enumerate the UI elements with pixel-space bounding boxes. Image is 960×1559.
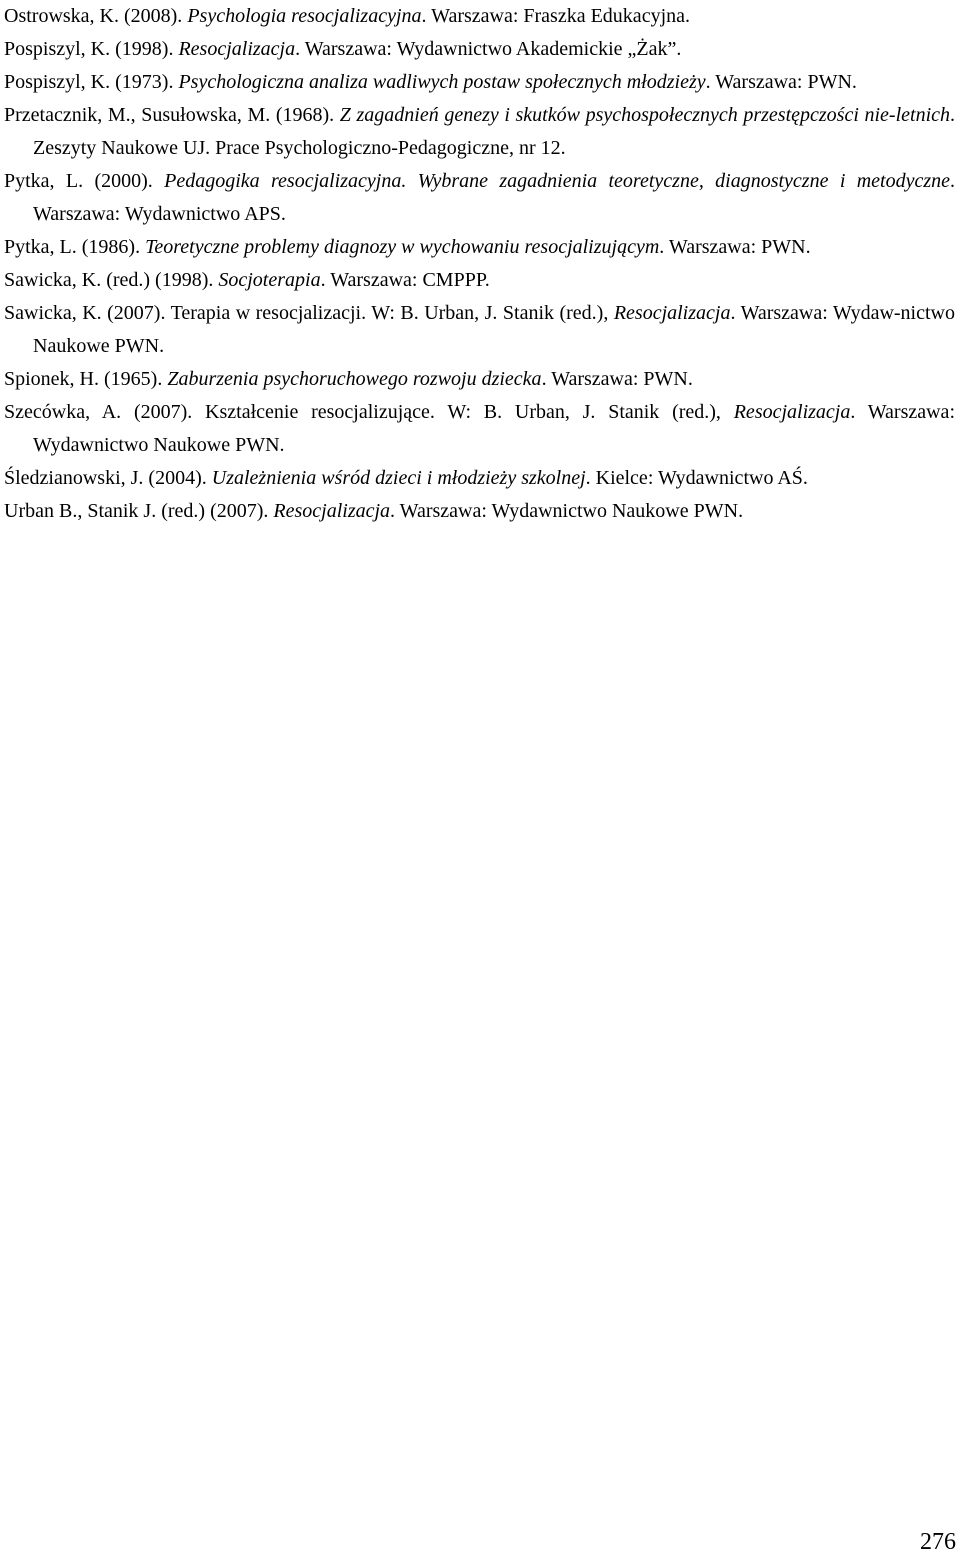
reference-item <box>4 66 955 99</box>
ref-text: Śledzianowski, J. (2004). <box>4 467 212 489</box>
ref-text: . Warszawa: Fraszka Edukacyjna. <box>421 5 690 27</box>
ref-text: Sawicka, K. (2007). Terapia w resocjalizacji. W: B. Urban, J. Stanik (red.), <box>4 302 614 324</box>
reference-item <box>4 363 955 396</box>
reference-item <box>4 165 955 231</box>
ref-text: Sawicka, K. (red.) (1998). <box>4 269 219 291</box>
ref-title: Resocjalizacja <box>733 401 851 423</box>
reference-item <box>4 0 955 33</box>
ref-text: . Warszawa: CMPPP. <box>320 269 490 291</box>
ref-text: . Warszawa: PWN. <box>705 71 857 93</box>
ref-text: Pospiszyl, K. (1998). <box>4 38 179 60</box>
reference-item <box>4 33 955 66</box>
reference-item <box>4 231 955 264</box>
reference-item <box>4 297 955 363</box>
ref-text: . Warszawa: PWN. <box>541 368 693 390</box>
reference-item <box>4 264 955 297</box>
ref-text: . Warszawa: Wydaw-nictwo Naukowe PWN. <box>33 302 955 357</box>
reference-list <box>4 0 955 528</box>
reference-item <box>4 396 955 462</box>
page-number: 276 <box>920 1529 956 1555</box>
ref-text: Urban B., Stanik J. (red.) (2007). <box>4 500 274 522</box>
ref-text: . Warszawa: PWN. <box>659 236 811 258</box>
ref-text: . Zeszyty Naukowe UJ. Prace Psychologiczno-Pedagogiczne, nr 12. <box>33 104 956 159</box>
ref-text: Ostrowska, K. (2008). <box>4 5 188 27</box>
ref-title: Uzależnienia wśród dzieci i młodzieży szkolnej <box>211 467 586 489</box>
ref-title: Psychologia resocjalizacyjna <box>187 5 422 27</box>
ref-text: Pytka, L. (2000). <box>4 170 165 192</box>
ref-text: . Warszawa: Wydawnictwo APS. <box>33 170 956 225</box>
ref-text: Pospiszyl, K. (1973). <box>4 71 179 93</box>
ref-title: Socjoterapia <box>218 269 321 291</box>
reference-item <box>4 495 955 528</box>
ref-text: Przetacznik, M., Susułowska, M. (1968). <box>4 104 340 126</box>
ref-text: . Warszawa: Wydawnictwo Naukowe PWN. <box>33 401 955 456</box>
ref-text: Spionek, H. (1965). <box>4 368 168 390</box>
ref-text: . Warszawa: Wydawnictwo Naukowe PWN. <box>390 500 744 522</box>
ref-text: . Warszawa: Wydawnictwo Akademickie „Żak”. <box>295 38 682 60</box>
ref-text: Szecówka, A. (2007). Kształcenie resocjalizujące. W: B. Urban, J. Stanik (red.), <box>4 401 734 423</box>
ref-title: Pedagogika resocjalizacyjna. Wybrane zagadnienia teoretyczne, diagnostyczne i metodyczne <box>164 170 951 192</box>
ref-title: Zaburzenia psychoruchowego rozwoju dziecka <box>167 368 542 390</box>
ref-title: Resocjalizacja <box>613 302 731 324</box>
ref-title: Resocjalizacja <box>273 500 391 522</box>
ref-title: Teoretyczne problemy diagnozy w wychowaniu resocjalizującym <box>145 236 660 258</box>
reference-item <box>4 462 955 495</box>
ref-title: Resocjalizacja <box>178 38 296 60</box>
ref-title: Z zagadnień genezy i skutków psychospołecznych przestępczości nie-letnich <box>339 104 951 126</box>
ref-text: . Kielce: Wydawnictwo AŚ. <box>585 467 808 489</box>
ref-text: Pytka, L. (1986). <box>4 236 146 258</box>
ref-title: Psychologiczna analiza wadliwych postaw społecznych młodzieży <box>178 71 706 93</box>
reference-item <box>4 99 955 165</box>
